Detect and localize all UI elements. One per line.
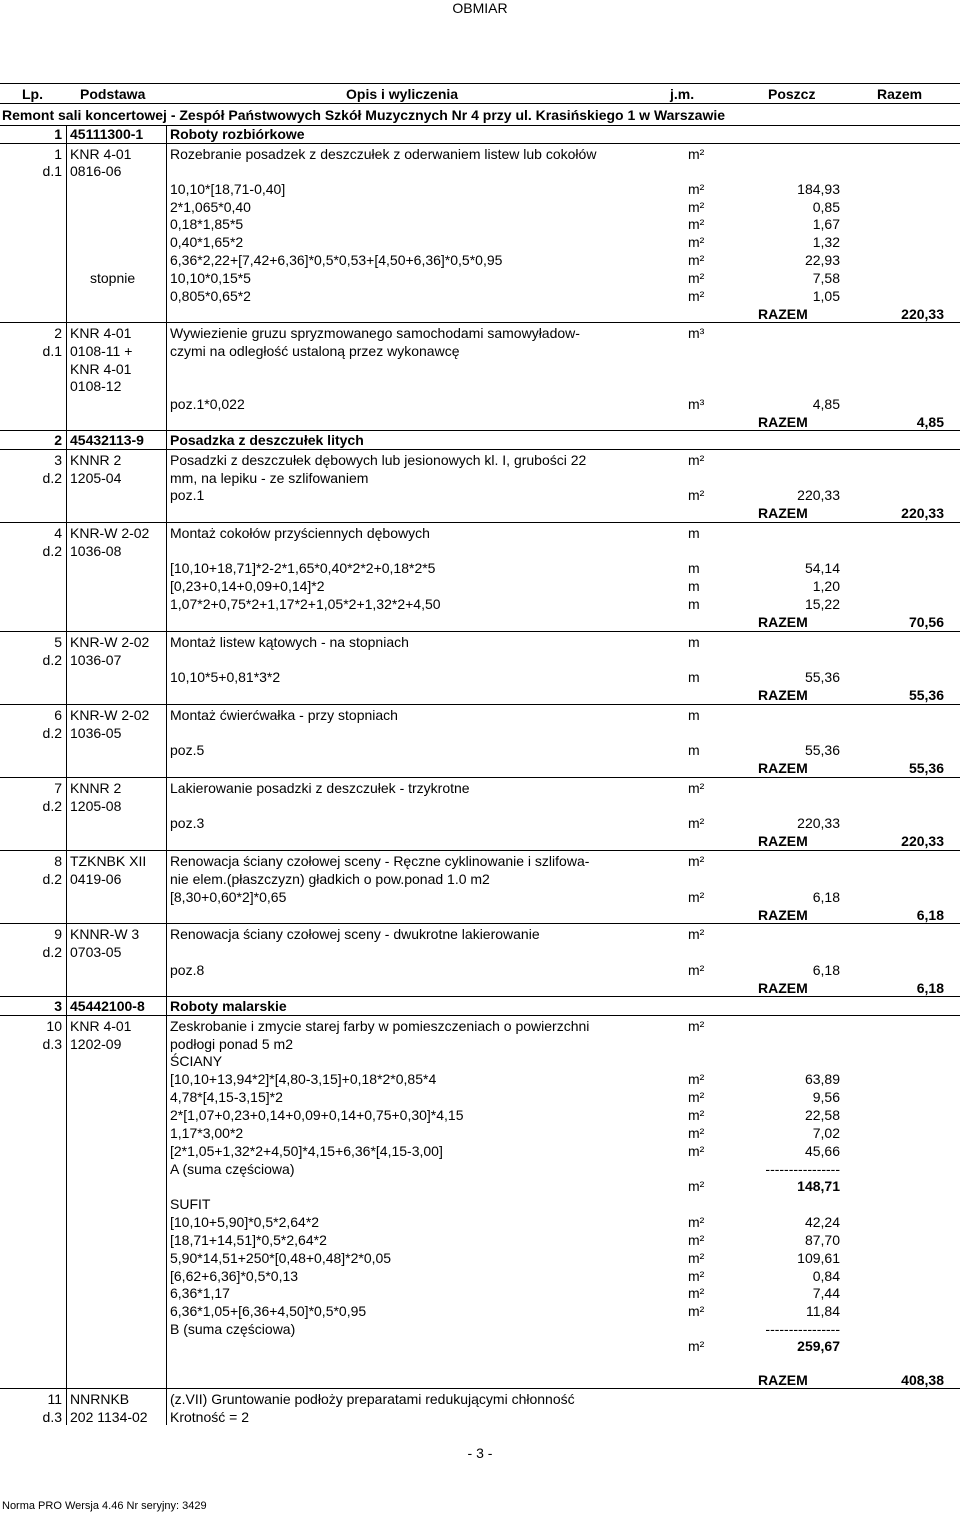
calc-unit: m	[688, 669, 700, 685]
item-podstawa: 1205-08	[70, 798, 122, 814]
row-rule	[0, 1388, 960, 1389]
item-unit: m	[688, 525, 700, 541]
row-rule	[0, 704, 960, 705]
subtotal-label: B (suma częściowa)	[170, 1321, 296, 1337]
calc-value: 6,18	[812, 889, 840, 905]
calc-unit: m²	[688, 252, 705, 268]
calc-value: 0,84	[812, 1268, 840, 1284]
section-number: 2	[54, 432, 62, 448]
item-d: d.1	[42, 163, 62, 179]
item-podstawa: 0816-06	[70, 163, 122, 179]
calc-unit: m²	[688, 1071, 705, 1087]
project-title: Remont sali koncertowej - Zespół Państwowych Szkół Muzycznych Nr 4 przy ul. Krasińskiego 1 w Warszawie	[2, 107, 726, 123]
calc-expr: 0,18*1,85*5	[170, 216, 244, 232]
calc-unit: m²	[688, 1268, 705, 1284]
razem-label: RAZEM	[758, 505, 808, 521]
item-description: Renowacja ściany czołowej sceny - Ręczne cyklinowanie i szlifowa-	[170, 853, 590, 869]
razem-value: 55,36	[908, 760, 944, 776]
razem-value: 6,18	[916, 980, 944, 996]
item-description: Montaż cokołów przyściennych dębowych	[170, 525, 430, 541]
razem-label: RAZEM	[758, 833, 808, 849]
item-description: Rozebranie posadzek z deszczułek z oderwaniem listew lub cokołów	[170, 146, 597, 162]
item-podstawa: 0703-05	[70, 944, 122, 960]
item-podstawa: NNRNKB	[70, 1391, 130, 1407]
calc-expr: 6,36*1,05+[6,36+4,50]*0,5*0,95	[170, 1303, 367, 1319]
col-sep-lp	[66, 125, 67, 1425]
item-description: mm, na lepiku - ze szlifowaniem	[170, 470, 369, 486]
calc-unit: m²	[688, 1250, 705, 1266]
item-lp: 2	[54, 325, 62, 341]
calc-unit: m²	[688, 234, 705, 250]
calc-unit: m²	[688, 1285, 705, 1301]
calc-unit: m²	[688, 270, 705, 286]
item-lp: 6	[54, 707, 62, 723]
calc-value: 54,14	[804, 560, 840, 576]
subtotal-dashes: ----------------	[765, 1161, 840, 1177]
item-lp: 10	[46, 1018, 62, 1034]
section-title: Roboty rozbiórkowe	[170, 126, 305, 142]
razem-label: RAZEM	[758, 1372, 808, 1388]
row-rule	[0, 923, 960, 924]
item-d: d.2	[42, 944, 62, 960]
item-lp: 7	[54, 780, 62, 796]
calc-value: 55,36	[804, 669, 840, 685]
calc-value: 55,36	[804, 742, 840, 758]
razem-value: 220,33	[901, 306, 944, 322]
calc-expr: poz.1	[170, 487, 205, 503]
calc-expr: 10,10*0,15*5	[170, 270, 251, 286]
header-bottom-rule	[0, 103, 960, 104]
calc-expr: 4,78*[4,15-3,15]*2	[170, 1089, 283, 1105]
item-podstawa: KNNR 2	[70, 780, 122, 796]
calc-expr: 10,10*5+0,81*3*2	[170, 669, 281, 685]
item-description: Renowacja ściany czołowej sceny - dwukrotne lakierowanie	[170, 926, 540, 942]
razem-label: RAZEM	[758, 980, 808, 996]
calc-expr: poz.1*0,022	[170, 396, 245, 412]
item-lp: 11	[47, 1391, 62, 1407]
item-podstawa: KNR-W 2-02	[70, 525, 150, 541]
calc-unit: m²	[688, 1143, 705, 1159]
project-rule	[0, 125, 960, 126]
col-sep-podstawa	[166, 125, 167, 1425]
razem-value: 55,36	[908, 687, 944, 703]
razem-value: 408,38	[901, 1372, 944, 1388]
footer-software-info: Norma PRO Wersja 4.46 Nr seryjny: 3429	[2, 1500, 207, 1512]
calc-value: 7,44	[812, 1285, 840, 1301]
calc-unit: m²	[688, 962, 705, 978]
subtotal-unit: m²	[688, 1338, 705, 1354]
calc-expr: 1,17*3,00*2	[170, 1125, 244, 1141]
item-podstawa: TZKNBK XII	[70, 853, 147, 869]
item-description: Lakierowanie posadzki z deszczułek - trzykrotne	[170, 780, 470, 796]
item-description: Zeskrobanie i zmycie starej farby w pomieszczeniach o powierzchni	[170, 1018, 590, 1034]
calc-unit: m²	[688, 1214, 705, 1230]
item-d: d.2	[42, 652, 62, 668]
calc-value: 220,33	[797, 815, 840, 831]
item-podstawa: KNNR-W 3	[70, 926, 140, 942]
calc-value: 6,18	[812, 962, 840, 978]
subtotal-value: 259,67	[797, 1338, 840, 1354]
item-description: Montaż listew kątowych - na stopniach	[170, 634, 409, 650]
calc-unit: m²	[688, 1125, 705, 1141]
razem-label: RAZEM	[758, 306, 808, 322]
calc-unit: m²	[688, 216, 705, 232]
item-side-label: stopnie	[90, 270, 136, 286]
item-unit: m³	[688, 325, 705, 341]
item-d: d.3	[42, 1409, 62, 1425]
item-d: d.1	[42, 343, 62, 359]
calc-expr: [18,71+14,51]*0,5*2,64*2	[170, 1232, 327, 1248]
calc-value: 1,20	[812, 578, 840, 594]
item-d: d.2	[42, 798, 62, 814]
item-podstawa: 0419-06	[70, 871, 122, 887]
calc-expr: [0,23+0,14+0,09+0,14]*2	[170, 578, 325, 594]
calc-expr: [2*1,05+1,32*2+4,50]*4,15+6,36*[4,15-3,00]	[170, 1143, 443, 1159]
item-description: Montaż ćwierćwałka - przy stopniach	[170, 707, 398, 723]
item-description: nie elem.(płaszczyzn) gładkich o pow.ponad 1.0 m2	[170, 871, 490, 887]
header-podstawa: Podstawa	[80, 86, 146, 102]
calc-unit: m²	[688, 1303, 705, 1319]
page-number: - 3 -	[467, 1445, 493, 1461]
calc-unit: m²	[688, 889, 705, 905]
razem-value: 70,56	[908, 614, 944, 630]
item-podstawa: KNR-W 2-02	[70, 634, 150, 650]
razem-label: RAZEM	[758, 414, 808, 430]
calc-value: 1,67	[812, 216, 840, 232]
subtotal-label: A (suma częściowa)	[170, 1161, 295, 1177]
razem-value: 220,33	[901, 505, 944, 521]
calc-value: 87,70	[804, 1232, 840, 1248]
item-description: (z.VII) Gruntowanie podłoży preparatami redukującymi chłonność	[170, 1391, 575, 1407]
item-podstawa: 1036-08	[70, 543, 122, 559]
item-d: d.2	[42, 871, 62, 887]
calc-expr: 5,90*14,51+250*[0,48+0,48]*2*0,05	[170, 1250, 392, 1266]
item-podstawa: 0108-11 +	[70, 343, 133, 359]
calc-unit: m	[688, 560, 700, 576]
header-razem: Razem	[877, 86, 923, 102]
calc-unit: m²	[688, 1089, 705, 1105]
item-podstawa: 1202-09	[70, 1036, 122, 1052]
item-podstawa: 0108-12	[70, 378, 122, 394]
calc-value: 7,58	[812, 270, 840, 286]
item-unit: m	[688, 707, 700, 723]
item-podstawa: KNR 4-01	[70, 146, 132, 162]
row-rule	[0, 631, 960, 632]
group-title: ŚCIANY	[170, 1053, 223, 1069]
section-number: 3	[54, 998, 62, 1014]
calc-expr: poz.8	[170, 962, 205, 978]
item-unit: m²	[688, 1018, 705, 1034]
item-lp: 5	[54, 634, 62, 650]
header-poszcz: Poszcz	[768, 86, 816, 102]
subtotal-dashes: ----------------	[765, 1321, 840, 1337]
item-podstawa: KNR 4-01	[70, 361, 132, 377]
group-title: SUFIT	[170, 1196, 211, 1212]
row-rule	[0, 449, 960, 450]
item-podstawa: 1036-07	[70, 652, 122, 668]
item-lp: 8	[54, 853, 62, 869]
calc-value: 9,56	[812, 1089, 840, 1105]
section-code: 45111300-1	[70, 126, 144, 142]
calc-value: 109,61	[797, 1250, 840, 1266]
row-rule	[0, 522, 960, 523]
calc-value: 11,84	[806, 1303, 840, 1319]
item-d: d.2	[42, 543, 62, 559]
header-opis: Opis i wyliczenia	[346, 86, 459, 102]
row-rule	[0, 996, 960, 997]
calc-unit: m²	[688, 815, 705, 831]
calc-expr: poz.3	[170, 815, 205, 831]
razem-label: RAZEM	[758, 614, 808, 630]
calc-expr: [6,62+6,36]*0,5*0,13	[170, 1268, 299, 1284]
calc-expr: 1,07*2+0,75*2+1,17*2+1,05*2+1,32*2+4,50	[170, 596, 441, 612]
calc-expr: 0,805*0,65*2	[170, 288, 251, 304]
item-unit: m	[688, 634, 700, 650]
item-podstawa: KNR 4-01	[70, 325, 132, 341]
calc-unit: m	[688, 742, 700, 758]
razem-value: 220,33	[901, 833, 944, 849]
header-top-rule	[0, 83, 960, 84]
razem-label: RAZEM	[758, 907, 808, 923]
razem-value: 6,18	[916, 907, 944, 923]
page-title: OBMIAR	[452, 0, 508, 16]
item-lp: 3	[54, 452, 62, 468]
calc-value: 22,93	[804, 252, 840, 268]
row-rule	[0, 850, 960, 851]
item-description: Krotność = 2	[170, 1409, 249, 1425]
razem-value: 4,85	[916, 414, 944, 430]
header-lp: Lp.	[22, 86, 43, 102]
item-unit: m²	[688, 853, 705, 869]
section-number: 1	[54, 126, 62, 142]
item-d: d.2	[42, 470, 62, 486]
subtotal-unit: m²	[688, 1178, 705, 1194]
item-lp: 1	[54, 146, 62, 162]
calc-unit: m²	[688, 1232, 705, 1248]
section-title: Posadzka z deszczułek litych	[170, 432, 364, 448]
item-podstawa: KNNR 2	[70, 452, 122, 468]
calc-expr: 2*1,065*0,40	[170, 199, 251, 215]
calc-expr: [10,10+5,90]*0,5*2,64*2	[170, 1214, 320, 1230]
item-description: czymi na odległość ustaloną przez wykonawcę	[170, 343, 460, 359]
calc-expr: [8,30+0,60*2]*0,65	[170, 889, 287, 905]
calc-value: 45,66	[804, 1143, 840, 1159]
item-podstawa: 1036-05	[70, 725, 122, 741]
item-lp: 4	[54, 525, 62, 541]
calc-unit: m²	[688, 1107, 705, 1123]
calc-unit: m	[688, 596, 700, 612]
item-description: Posadzki z deszczułek dębowych lub jesionowych kl. I, grubości 22	[170, 452, 587, 468]
row-rule	[0, 143, 960, 144]
item-podstawa: KNR 4-01	[70, 1018, 132, 1034]
section-code: 45432113-9	[70, 432, 144, 448]
item-d: d.2	[42, 725, 62, 741]
calc-expr: 6,36*2,22+[7,42+6,36]*0,5*0,53+[4,50+6,36]*0,5*0,95	[170, 252, 503, 268]
item-description: podłogi ponad 5 m2	[170, 1036, 293, 1052]
calc-expr: poz.5	[170, 742, 205, 758]
calc-expr: 0,40*1,65*2	[170, 234, 244, 250]
calc-expr: 6,36*1,17	[170, 1285, 230, 1301]
item-description: Wywiezienie gruzu spryzmowanego samochodami samowyładow-	[170, 325, 580, 341]
item-podstawa: 202 1134-02	[70, 1409, 148, 1425]
calc-value: 1,05	[812, 288, 840, 304]
subtotal-value: 148,71	[797, 1178, 840, 1194]
calc-value: 22,58	[804, 1107, 840, 1123]
calc-expr: 10,10*[18,71-0,40]	[170, 181, 286, 197]
row-rule	[0, 1015, 960, 1016]
row-rule	[0, 777, 960, 778]
calc-value: 0,85	[812, 199, 840, 215]
calc-value: 220,33	[797, 487, 840, 503]
calc-expr: [10,10+18,71]*2-2*1,65*0,40*2*2+0,18*2*5	[170, 560, 436, 576]
row-rule	[0, 322, 960, 323]
calc-value: 4,85	[812, 396, 840, 412]
calc-unit: m³	[688, 396, 705, 412]
calc-unit: m²	[688, 199, 705, 215]
item-unit: m²	[688, 146, 705, 162]
calc-value: 42,24	[804, 1214, 840, 1230]
razem-label: RAZEM	[758, 687, 808, 703]
item-unit: m²	[688, 452, 705, 468]
calc-unit: m²	[688, 288, 705, 304]
row-rule	[0, 430, 960, 431]
item-podstawa: KNR-W 2-02	[70, 707, 150, 723]
item-unit: m²	[688, 926, 705, 942]
calc-value: 63,89	[804, 1071, 840, 1087]
header-jm: j.m.	[670, 86, 695, 102]
calc-unit: m	[688, 578, 700, 594]
item-d: d.3	[42, 1036, 62, 1052]
item-podstawa: 1205-04	[70, 470, 122, 486]
calc-value: 15,22	[804, 596, 840, 612]
razem-label: RAZEM	[758, 760, 808, 776]
section-title: Roboty malarskie	[170, 998, 287, 1014]
calc-unit: m²	[688, 181, 705, 197]
calc-value: 184,93	[797, 181, 840, 197]
section-code: 45442100-8	[70, 998, 145, 1014]
calc-unit: m²	[688, 487, 705, 503]
item-lp: 9	[54, 926, 62, 942]
calc-value: 1,32	[812, 234, 840, 250]
item-unit: m²	[688, 780, 705, 796]
calc-expr: 2*[1,07+0,23+0,14+0,09+0,14+0,75+0,30]*4,15	[170, 1107, 464, 1123]
calc-value: 7,02	[812, 1125, 840, 1141]
calc-expr: [10,10+13,94*2]*[4,80-3,15]+0,18*2*0,85*4	[170, 1071, 437, 1087]
